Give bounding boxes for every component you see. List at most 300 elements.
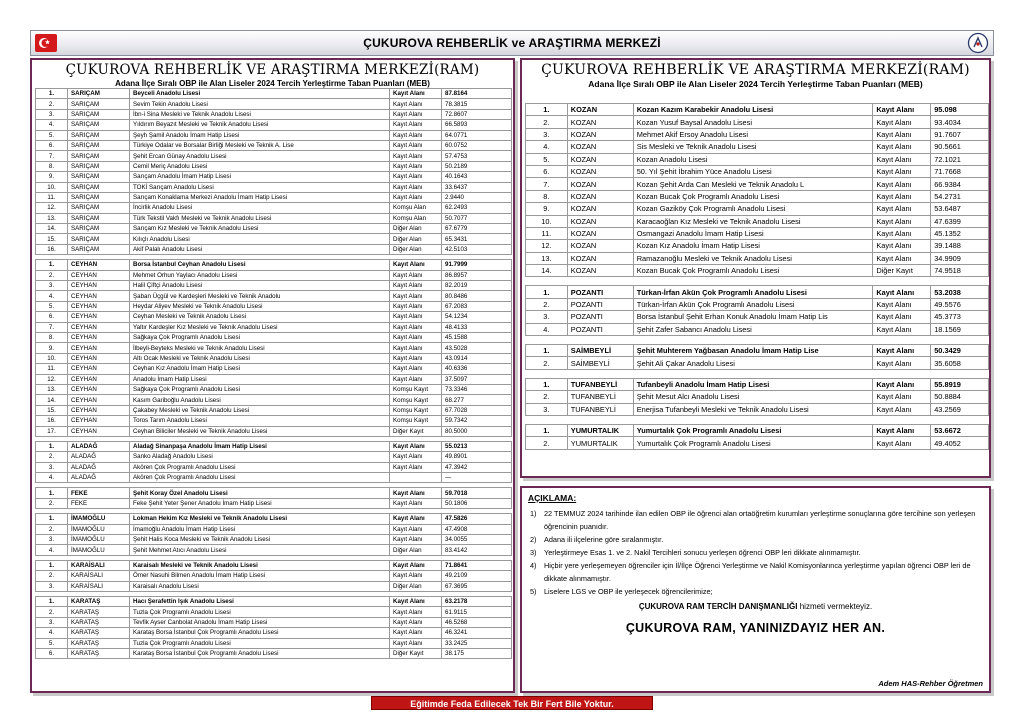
- row-school: Borsa İstanbul Ceyhan Anadolu Lisesi: [130, 260, 390, 270]
- row-school: Şehit Ali Çakar Anadolu Lisesi: [633, 357, 873, 369]
- spacer-cell: [526, 277, 989, 286]
- row-rank: 6.: [36, 140, 68, 150]
- row-area: Kayıt Alanı: [390, 172, 442, 182]
- row-school: Karacaoğlan Kız Mesleki ve Teknik Anadolu Lisesi: [633, 215, 873, 227]
- row-score: 93.4034: [931, 116, 989, 128]
- row-district: CEYHAN: [68, 281, 130, 291]
- row-school: Aladağ Sinanpaşa Anadolu İmam Hatip Lisesi: [130, 441, 390, 451]
- row-rank: 9.: [36, 172, 68, 182]
- table-row: [36, 607, 512, 617]
- row-area: Kayıt Alanı: [390, 151, 442, 161]
- table-row: [526, 323, 989, 335]
- right-panel-header: [522, 60, 989, 89]
- table-row: [526, 165, 989, 177]
- row-rank: 6.: [526, 165, 568, 177]
- row-score: 78.3815: [442, 99, 512, 109]
- row-area: Kayıt Alanı: [873, 424, 931, 436]
- row-rank: 3.: [36, 462, 68, 472]
- table-row: [526, 378, 989, 390]
- table-row: [526, 357, 989, 369]
- note-text: Hiçbir yere yerleşemeyen öğrenciler için İl/İlçe Öğrenci Yerleştirme ve Nakil Komisyonlarınca yerleştirme yapılan öğrenci OBP leri de dikkate alınmamıştır.: [544, 561, 971, 583]
- table-row: [526, 141, 989, 153]
- row-school: Türk Tekstil Vakfı Mesleki ve Teknik Anadolu Lisesi: [130, 213, 390, 223]
- table-row: [526, 265, 989, 277]
- table-row: [526, 403, 989, 415]
- row-area: Kayıt Alanı: [390, 182, 442, 192]
- row-area: Kayıt Alanı: [390, 374, 442, 384]
- row-score: 48.4133: [442, 322, 512, 332]
- row-rank: 2.: [36, 571, 68, 581]
- row-school: Karaisalı Anadolu Lisesi: [130, 581, 390, 591]
- row-area: Kayıt Alanı: [390, 560, 442, 570]
- row-rank: 16.: [36, 244, 68, 254]
- row-school: Şehit Halis Koca Mesleki ve Teknik Anadolu Lisesi: [130, 535, 390, 545]
- table-row: [36, 648, 512, 658]
- row-area: Kayıt Alanı: [873, 437, 931, 449]
- row-rank: 3.: [36, 281, 68, 291]
- row-district: KOZAN: [567, 227, 633, 239]
- row-district: KOZAN: [567, 128, 633, 140]
- row-score: 83.4142: [442, 545, 512, 555]
- row-school: Sanko Aladağ Anadolu Lisesi: [130, 452, 390, 462]
- row-score: 42.5103: [442, 244, 512, 254]
- row-school: Kozan Yusuf Baysal Anadolu Lisesi: [633, 116, 873, 128]
- left-panel-subtitle: Adana İlçe Sıralı OBP ile Alan Liseler 2024 Tercih Yerleştirme Taban Puanları (MEB): [115, 79, 430, 88]
- row-score: 64.0771: [442, 130, 512, 140]
- row-area: Kayıt Alanı: [390, 291, 442, 301]
- row-area: Kayıt Alanı: [873, 165, 931, 177]
- row-school: TOKİ Sarıçam Anadolu Lisesi: [130, 182, 390, 192]
- note-item: [530, 559, 983, 585]
- group-spacer: [526, 277, 989, 286]
- row-school: Sis Mesleki ve Teknik Anadolu Lisesi: [633, 141, 873, 153]
- table-row: [36, 291, 512, 301]
- right-score-table: [525, 103, 989, 450]
- row-rank: 2.: [36, 270, 68, 280]
- row-district: CEYHAN: [68, 395, 130, 405]
- row-rank: 5.: [36, 638, 68, 648]
- row-school: Ceyhan Kız Anadolu İmam Hatip Lisesi: [130, 364, 390, 374]
- table-row: [36, 405, 512, 415]
- table-row: [36, 332, 512, 342]
- row-school: Yaltır Kardeşler Kız Mesleki ve Teknik Anadolu Lisesi: [130, 322, 390, 332]
- row-district: TUFANBEYLİ: [567, 378, 633, 390]
- row-rank: 15.: [36, 405, 68, 415]
- page-title: ÇUKUROVA REHBERLİK ve ARAŞTIRMA MERKEZİ: [363, 36, 661, 50]
- row-score: 57.4753: [442, 151, 512, 161]
- row-school: Lokman Hekim Kız Mesleki ve Teknik Anadolu Lisesi: [130, 514, 390, 524]
- row-area: Kayıt Alanı: [873, 203, 931, 215]
- row-score: 55.0213: [442, 441, 512, 451]
- row-score: 80.5000: [442, 426, 512, 436]
- row-rank: 2.: [36, 452, 68, 462]
- table-row: [36, 343, 512, 353]
- table-row: [36, 270, 512, 280]
- spacer-cell: [526, 415, 989, 424]
- table-row: [36, 628, 512, 638]
- row-rank: 10.: [36, 182, 68, 192]
- row-rank: 11.: [36, 192, 68, 202]
- row-rank: 12.: [36, 203, 68, 213]
- row-score: 62.2493: [442, 203, 512, 213]
- table-row: [36, 109, 512, 119]
- row-school: Şehit Zafer Sabancı Anadolu Lisesi: [633, 323, 873, 335]
- row-district: KOZAN: [567, 116, 633, 128]
- row-rank: 8.: [36, 332, 68, 342]
- row-rank: 17.: [36, 426, 68, 436]
- left-panel-title: ÇUKUROVA REHBERLİK VE ARAŞTIRMA MERKEZİ(RAM): [65, 62, 480, 78]
- row-score: 91.7999: [442, 260, 512, 270]
- row-district: CEYHAN: [68, 364, 130, 374]
- table-row: [526, 190, 989, 202]
- row-area: Kayıt Alanı: [390, 332, 442, 342]
- table-row: [36, 224, 512, 234]
- table-row: [36, 462, 512, 472]
- row-area: Kayıt Alanı: [390, 140, 442, 150]
- row-district: KOZAN: [567, 190, 633, 202]
- row-school: Şehit Koray Özel Anadolu Lisesi: [130, 488, 390, 498]
- row-district: İMAMOĞLU: [68, 524, 130, 534]
- row-score: 53.6487: [931, 203, 989, 215]
- row-score: 50.3429: [931, 345, 989, 357]
- table-row: [36, 441, 512, 451]
- row-rank: 2.: [526, 116, 568, 128]
- turkish-flag-icon: [35, 32, 57, 54]
- row-rank: 11.: [526, 227, 568, 239]
- notes-list: [522, 507, 989, 598]
- row-area: Kayıt Alanı: [390, 441, 442, 451]
- row-school: Kozan Bucak Çok Programlı Anadolu Lisesi: [633, 265, 873, 277]
- row-district: KOZAN: [567, 215, 633, 227]
- table-row: [36, 89, 512, 99]
- row-score: 47.5826: [442, 514, 512, 524]
- row-score: 43.5028: [442, 343, 512, 353]
- row-district: TUFANBEYLİ: [567, 391, 633, 403]
- row-area: Komşu Kayıt: [390, 395, 442, 405]
- row-rank: 1.: [36, 514, 68, 524]
- row-district: KARATAŞ: [68, 638, 130, 648]
- table-row: [36, 99, 512, 109]
- row-rank: 9.: [526, 203, 568, 215]
- row-district: İMAMOĞLU: [68, 514, 130, 524]
- slogan: ÇUKUROVA RAM, YANINIZDAYIZ HER AN.: [625, 621, 886, 635]
- row-area: Komşu Kayıt: [390, 416, 442, 426]
- row-area: Kayıt Alanı: [390, 281, 442, 291]
- service-text: hizmeti vermekteyiz.: [799, 602, 873, 611]
- row-area: Kayıt Alanı: [873, 116, 931, 128]
- note-text: Liselere LGS ve OBP ile yerleşecek öğrencilerimize;: [544, 587, 713, 596]
- table-row: [36, 426, 512, 436]
- row-area: Kayıt Alanı: [873, 252, 931, 264]
- table-row: [36, 638, 512, 648]
- row-area: Kayıt Alanı: [390, 161, 442, 171]
- table-row: [36, 581, 512, 591]
- row-district: SARIÇAM: [68, 224, 130, 234]
- table-row: [526, 437, 989, 449]
- row-district: YUMURTALIK: [567, 424, 633, 436]
- row-score: 49.2109: [442, 571, 512, 581]
- row-score: 47.3942: [442, 462, 512, 472]
- row-rank: 6.: [36, 312, 68, 322]
- row-rank: 12.: [36, 374, 68, 384]
- row-area: Kayıt Alanı: [873, 128, 931, 140]
- row-area: Kayıt Alanı: [390, 109, 442, 119]
- row-school: Sağkaya Çok Programlı Anadolu Lisesi: [130, 384, 390, 394]
- spacer-cell: [526, 336, 989, 345]
- row-area: Kayıt Alanı: [390, 322, 442, 332]
- note-item: [530, 546, 983, 559]
- row-school: Anadolu İmam Hatip Lisesi: [130, 374, 390, 384]
- row-area: Kayıt Alanı: [390, 364, 442, 374]
- row-school: Ramazanoğlu Mesleki ve Teknik Anadolu Lisesi: [633, 252, 873, 264]
- note-item: [530, 507, 983, 533]
- signature: Adem HAS-Rehber Öğretmen: [878, 679, 983, 688]
- row-school: Kozan Gaziköy Çok Programlı Anadolu Lisesi: [633, 203, 873, 215]
- row-area: Kayıt Alanı: [873, 345, 931, 357]
- row-area: Kayıt Alanı: [873, 141, 931, 153]
- row-score: 33.6437: [442, 182, 512, 192]
- row-district: FEKE: [68, 498, 130, 508]
- row-district: ALADAĞ: [68, 462, 130, 472]
- row-rank: 1.: [36, 441, 68, 451]
- table-row: [526, 311, 989, 323]
- table-row: [36, 322, 512, 332]
- row-area: Kayıt Alanı: [873, 190, 931, 202]
- row-score: 90.5661: [931, 141, 989, 153]
- row-area: Kayıt Alanı: [390, 535, 442, 545]
- right-score-panel: [520, 58, 991, 478]
- table-row: [36, 312, 512, 322]
- row-district: CEYHAN: [68, 416, 130, 426]
- row-district: CEYHAN: [68, 332, 130, 342]
- row-district: TUFANBEYLİ: [567, 403, 633, 415]
- row-area: Kayıt Alanı: [390, 638, 442, 648]
- footer-banner: Eğitimde Feda Edilecek Tek Bir Fert Bile Yoktur.: [371, 696, 653, 710]
- row-area: Diğer Kayıt: [390, 426, 442, 436]
- group-spacer: [526, 415, 989, 424]
- note-text: Yerleştirmeye Esas 1. ve 2. Nakil Tercihleri sonucu yerleşen öğrenci OBP leri dikkate alınmamıştır.: [544, 548, 861, 557]
- row-school: Şehit Mehmet Atıcı Anadolu Lisesi: [130, 545, 390, 555]
- row-area: [390, 473, 442, 483]
- table-row: [36, 364, 512, 374]
- row-area: Diğer Alan: [390, 234, 442, 244]
- row-score: 87.8164: [442, 89, 512, 99]
- row-district: CEYHAN: [68, 426, 130, 436]
- row-score: 60.0752: [442, 140, 512, 150]
- row-district: KARATAŞ: [68, 607, 130, 617]
- table-row: [36, 545, 512, 555]
- row-school: Ömer Nasuhi Bilmen Anadolu İmam Hatip Lisesi: [130, 571, 390, 581]
- group-spacer: [526, 336, 989, 345]
- header-bar: [30, 30, 994, 56]
- row-rank: 8.: [36, 161, 68, 171]
- row-rank: 3.: [36, 535, 68, 545]
- row-area: Kayıt Alanı: [390, 301, 442, 311]
- table-row: [36, 452, 512, 462]
- row-area: Kayıt Alanı: [390, 524, 442, 534]
- row-school: Kozan Bucak Çok Programlı Anadolu Lisesi: [633, 190, 873, 202]
- row-score: 72.1021: [931, 153, 989, 165]
- row-rank: 4.: [36, 545, 68, 555]
- row-rank: 1.: [526, 286, 568, 298]
- row-score: 34.9909: [931, 252, 989, 264]
- row-school: Feke Şehit Yeter Şener Anadolu İmam Hatip Lisesi: [130, 498, 390, 508]
- row-district: CEYHAN: [68, 270, 130, 280]
- table-row: [36, 120, 512, 130]
- row-area: Kayıt Alanı: [873, 298, 931, 310]
- row-score: 74.9518: [931, 265, 989, 277]
- row-area: Kayıt Alanı: [390, 192, 442, 202]
- row-score: 54.1234: [442, 312, 512, 322]
- row-school: Şehit Muhterem Yağbasan Anadolu İmam Hatip Lise: [633, 345, 873, 357]
- row-rank: 14.: [36, 395, 68, 405]
- row-area: Kayıt Alanı: [873, 178, 931, 190]
- note-item: [530, 533, 983, 546]
- row-rank: 5.: [36, 130, 68, 140]
- row-score: 43.2569: [931, 403, 989, 415]
- table-row: [526, 215, 989, 227]
- row-district: SARIÇAM: [68, 99, 130, 109]
- table-row: [36, 395, 512, 405]
- right-panel-title: ÇUKUROVA REHBERLİK VE ARAŞTIRMA MERKEZİ(RAM): [541, 62, 970, 78]
- row-school: Şeyh Şamil Anadolu İmam Hatip Lisesi: [130, 130, 390, 140]
- row-rank: 12.: [526, 240, 568, 252]
- table-row: [36, 488, 512, 498]
- table-row: [526, 128, 989, 140]
- note-text: 22 TEMMUZ 2024 tarihinde ilan edilen OBP ile öğrenci alan ortaöğretim kurumları yerleştirme sonuçlarına göre tercihine son yerleşen öğrencinin puanıdır.: [544, 509, 976, 531]
- row-district: KOZAN: [567, 240, 633, 252]
- row-school: Türkan-İrfan Akün Çok Programlı Anadolu Lisesi: [633, 298, 873, 310]
- row-score: 59.7018: [442, 488, 512, 498]
- row-school: Şehit Mesut Alcı Anadolu Lisesi: [633, 391, 873, 403]
- notes-title: AÇIKLAMA:: [528, 493, 577, 503]
- row-district: SARIÇAM: [68, 213, 130, 223]
- row-area: Kayıt Alanı: [873, 286, 931, 298]
- row-rank: 4.: [36, 473, 68, 483]
- row-school: Osmangazi Anadolu İmam Hatip Lisesi: [633, 227, 873, 239]
- row-score: 34.0055: [442, 535, 512, 545]
- row-rank: 11.: [36, 364, 68, 374]
- row-school: Sevim Tekin Anadolu Lisesi: [130, 99, 390, 109]
- table-row: [36, 416, 512, 426]
- table-row: [526, 153, 989, 165]
- row-rank: 1.: [36, 560, 68, 570]
- row-area: Kayıt Alanı: [390, 488, 442, 498]
- row-school: Kozan Anadolu Lisesi: [633, 153, 873, 165]
- row-rank: 9.: [36, 343, 68, 353]
- table-row: [36, 524, 512, 534]
- row-rank: 4.: [36, 120, 68, 130]
- row-rank: 1.: [526, 424, 568, 436]
- note-number: 4): [530, 561, 537, 570]
- row-score: 63.2178: [442, 596, 512, 606]
- row-school: Akören Çok Programlı Anadolu Lisesi: [130, 462, 390, 472]
- row-district: YUMURTALIK: [567, 437, 633, 449]
- row-area: Kayıt Alanı: [873, 215, 931, 227]
- row-area: Kayıt Alanı: [390, 514, 442, 524]
- row-rank: 6.: [36, 648, 68, 658]
- row-area: Diğer Alan: [390, 545, 442, 555]
- row-score: 66.5893: [442, 120, 512, 130]
- row-district: KARAİSALI: [68, 560, 130, 570]
- row-score: 47.6399: [931, 215, 989, 227]
- table-row: [36, 571, 512, 581]
- note-text: Adana ili ilçelerine göre sıralanmıştır.: [544, 535, 664, 544]
- row-district: KOZAN: [567, 153, 633, 165]
- note-number: 5): [530, 587, 537, 596]
- row-school: 50. Yıl Şehit İbrahim Yüce Anadolu Lisesi: [633, 165, 873, 177]
- row-score: 67.3695: [442, 581, 512, 591]
- row-score: 49.4052: [931, 437, 989, 449]
- table-row: [36, 374, 512, 384]
- row-area: Diğer Alan: [390, 244, 442, 254]
- row-district: KOZAN: [567, 165, 633, 177]
- row-area: Kayıt Alanı: [390, 628, 442, 638]
- row-district: POZANTI: [567, 286, 633, 298]
- table-row: [36, 182, 512, 192]
- table-row: [526, 116, 989, 128]
- row-district: SARIÇAM: [68, 130, 130, 140]
- row-district: POZANTI: [567, 298, 633, 310]
- row-school: Kılıçlı Anadolu Lisesi: [130, 234, 390, 244]
- row-score: 71.7668: [931, 165, 989, 177]
- row-rank: 2.: [36, 607, 68, 617]
- row-score: 37.5097: [442, 374, 512, 384]
- row-score: 80.8486: [442, 291, 512, 301]
- row-school: Tuzla Çok Programlı Anadolu Lisesi: [130, 607, 390, 617]
- row-score: 43.0914: [442, 353, 512, 363]
- row-school: Yumurtalık Çok Programlı Anadolu Lisesi: [633, 424, 873, 436]
- row-area: Kayıt Alanı: [390, 89, 442, 99]
- row-district: KARATAŞ: [68, 648, 130, 658]
- table-row: [36, 140, 512, 150]
- table-row: [36, 473, 512, 483]
- row-rank: 1.: [36, 488, 68, 498]
- row-district: SARIÇAM: [68, 182, 130, 192]
- row-school: Hacı Şerafettin Işık Anadolu Lisesi: [130, 596, 390, 606]
- row-district: ALADAĞ: [68, 452, 130, 462]
- row-area: Kayıt Alanı: [873, 153, 931, 165]
- row-rank: 2.: [526, 298, 568, 310]
- service-name: ÇUKUROVA RAM TERCİH DANIŞMANLIĞI: [638, 602, 798, 611]
- left-score-table: [35, 88, 512, 659]
- row-district: KARAİSALI: [68, 581, 130, 591]
- row-score: 45.1588: [442, 332, 512, 342]
- row-rank: 14.: [526, 265, 568, 277]
- row-school: Kozan Kazım Karabekir Anadolu Lisesi: [633, 104, 873, 116]
- row-score: 72.8607: [442, 109, 512, 119]
- left-score-panel: [30, 58, 515, 693]
- row-district: KOZAN: [567, 203, 633, 215]
- table-row: [36, 192, 512, 202]
- row-area: Kayıt Alanı: [390, 498, 442, 508]
- note-number: 3): [530, 548, 537, 557]
- row-district: SARIÇAM: [68, 120, 130, 130]
- row-rank: 3.: [36, 581, 68, 591]
- row-score: 33.2425: [442, 638, 512, 648]
- row-score: 95.098: [931, 104, 989, 116]
- note-number: 1): [530, 509, 537, 518]
- row-rank: 10.: [36, 353, 68, 363]
- row-rank: 3.: [526, 311, 568, 323]
- row-district: KARATAŞ: [68, 596, 130, 606]
- table-row: [526, 240, 989, 252]
- row-area: Kayıt Alanı: [390, 571, 442, 581]
- row-school: İbn-i Sina Mesleki ve Teknik Anadolu Lisesi: [130, 109, 390, 119]
- row-score: 53.6672: [931, 424, 989, 436]
- row-district: KARATAŞ: [68, 617, 130, 627]
- row-district: SARIÇAM: [68, 234, 130, 244]
